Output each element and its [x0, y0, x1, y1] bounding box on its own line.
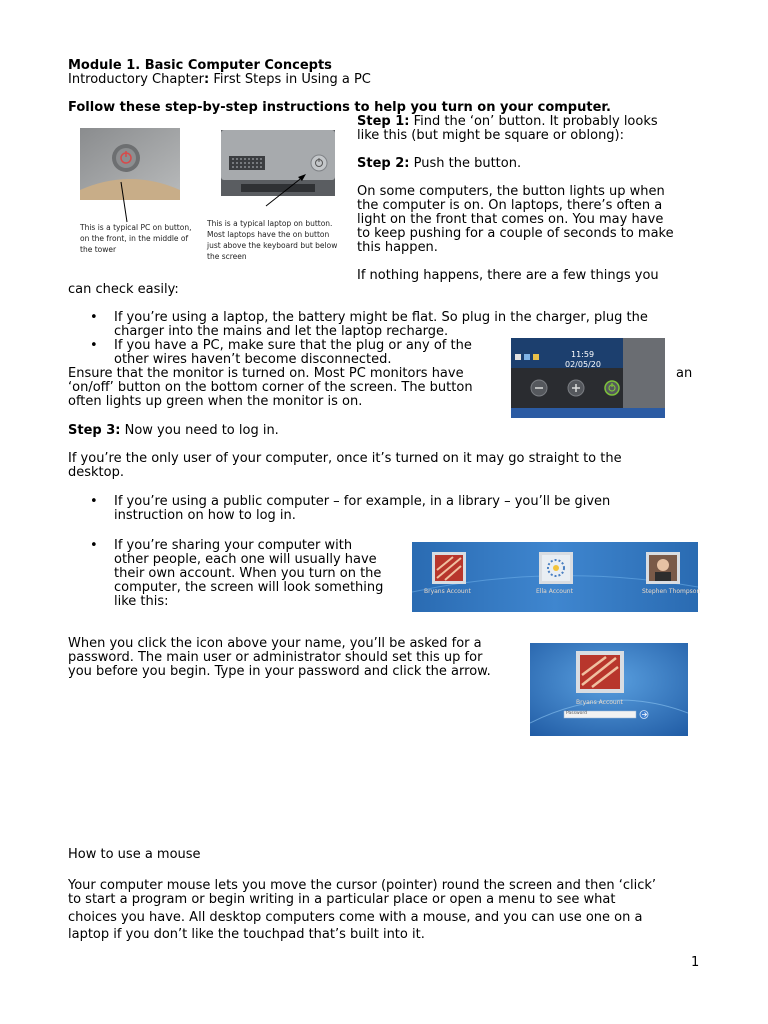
intro-heading: Follow these step-by-step instructions to help you turn on your computer.: [68, 100, 611, 115]
pc-caption-pointer: [115, 180, 135, 224]
login-list-2: [68, 539, 383, 609]
lights-paragraph-line: light on the front that comes on. You may have: [357, 212, 664, 227]
step2-line: Step 2: Push the button.: [357, 156, 522, 171]
lights-paragraph-line: On some computers, the button lights up when: [357, 184, 665, 199]
chapter-title: Introductory Chapter: First Steps in Using a PC: [68, 72, 371, 87]
password-paragraph-line: When you click the icon above your name, you’ll be asked for a: [68, 636, 482, 651]
monitor-paragraph-line1: Ensure that the monitor is turned on. Most PC monitors have: [68, 366, 464, 381]
password-input: Password: [566, 711, 588, 716]
monitor-paragraph-line3: often lights up green when the monitor is on.: [68, 394, 363, 409]
account-label: Bryans Account: [424, 588, 471, 595]
monitor-clock-date: 02/05/20: [565, 360, 601, 369]
only-user-line2: desktop.: [68, 465, 124, 480]
monitor-clock-time: 11:59: [571, 350, 595, 359]
account-label: Stephen Thompson: [642, 588, 701, 595]
password-paragraph-line: password. The main user or administrator should set this up for: [68, 650, 483, 665]
mouse-paragraph-line: laptop if you don’t like the touchpad that’s built into it.: [68, 927, 425, 942]
mouse-paragraph-line: choices you have. All desktop computers come with a mouse, and you can use one on a: [68, 910, 643, 925]
step3-line: Step 3: Now you need to log in.: [68, 423, 279, 438]
nothing-happens-line1: If nothing happens, there are a few things you: [357, 268, 659, 283]
monitor-buttons-photo: [511, 338, 665, 418]
laptop-caption-pointer: [262, 170, 312, 210]
page-number: 1: [691, 955, 700, 970]
step1-line2: like this (but might be square or oblong):: [357, 128, 625, 143]
login-list-1: [68, 495, 610, 523]
module-title: Module 1. Basic Computer Concepts: [68, 58, 332, 73]
lights-paragraph-line: this happen.: [357, 240, 438, 255]
password-screen-photo: [530, 643, 688, 736]
mouse-heading: How to use a mouse: [68, 847, 201, 862]
only-user-line1: If you’re the only user of your computer, once it’s turned on it may go straight to the: [68, 451, 622, 466]
password-account-name: Bryans Account: [576, 699, 623, 706]
lights-paragraph-line: the computer is on. On laptops, there’s often a: [357, 198, 663, 213]
list-item: • If you’re using a laptop, the battery might be flat. So plug in the charger, plug the charger into the mains and let the laptop recharge.: [68, 311, 648, 339]
list-item: • If you’re using a public computer – for example, in a library – you’ll be given instruction on how to log in.: [68, 495, 610, 523]
mouse-paragraph-line: Your computer mouse lets you move the cursor (pointer) round the screen and then ‘click’: [68, 878, 657, 893]
pc-caption: This is a typical PC on button, on the front, in the middle of the tower: [80, 223, 192, 254]
laptop-caption: This is a typical laptop on button. Most laptops have the on button just above the keyboard but below the screen: [207, 219, 338, 261]
password-paragraph-line: you before you begin. Type in your password and click the arrow.: [68, 664, 491, 679]
nothing-happens-line2: can check easily:: [68, 282, 179, 297]
mouse-paragraph-line: to start a program or begin writing in a particular place or open a menu to see what: [68, 892, 616, 907]
list-item: • If you’re sharing your computer with other people, each one will usually have their own account. When you turn on the computer, the screen will look something like this:: [68, 539, 383, 609]
list-item: • If you have a PC, make sure that the plug or any of the other wires haven’t become disconnected.: [68, 339, 648, 367]
account-label: Ella Account: [536, 588, 573, 595]
monitor-paragraph-line1-end: an: [676, 366, 693, 381]
lights-paragraph-line: to keep pushing for a couple of seconds to make: [357, 226, 674, 241]
login-accounts-screen-photo: [412, 542, 701, 612]
step1-line1: Step 1: Find the ‘on’ button. It probably looks: [357, 114, 658, 129]
monitor-paragraph-line2: ‘on/off’ button on the bottom corner of the screen. The button: [68, 380, 473, 395]
